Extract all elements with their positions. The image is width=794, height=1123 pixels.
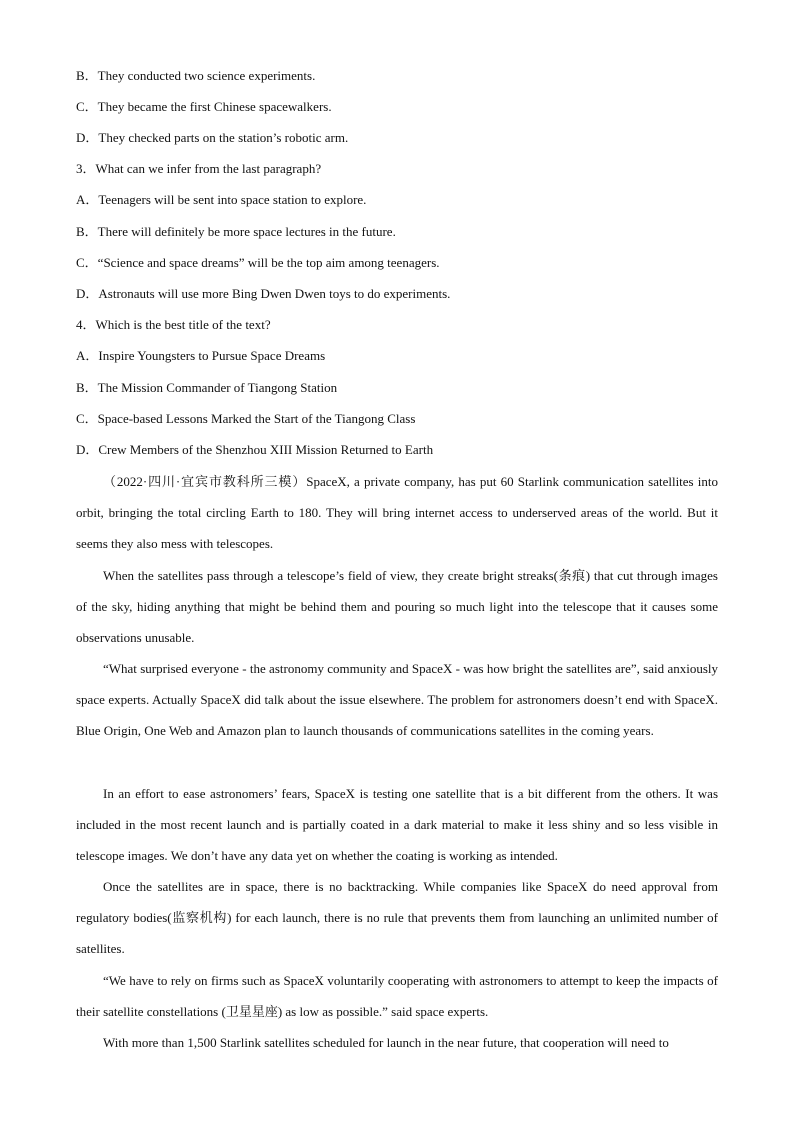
passage-paragraph-4: In an effort to ease astronomers’ fears, SpaceX is testing one satellite that is a bit different from the others. It was included in the most recent launch and is partially coated in a dark material to make it less shiny and so less visible in telescope images. We don’t have any data yet on whether the coating is working as intended. <box>76 786 718 864</box>
passage-paragraph-7: With more than 1,500 Starlink satellites scheduled for launch in the near future, that cooperation will need to <box>103 1035 669 1050</box>
q3-option-d: D．Astronauts will use more Bing Dwen Dwen toys to do experiments. <box>76 286 451 301</box>
q3-question: 3．What can we infer from the last paragraph? <box>76 161 322 176</box>
q2-option-b: B．They conducted two science experiments. <box>76 68 316 83</box>
q3-option-c: C．“Science and space dreams” will be the top aim among teenagers. <box>76 255 440 270</box>
q2-option-d: D．They checked parts on the station’s robotic arm. <box>76 130 349 145</box>
passage-paragraph-2: When the satellites pass through a telescope’s field of view, they create bright streaks(条痕) that cut through images of the sky, hiding anything that might be behind them and pouring so much light into the telescope that it causes some observations unusable. <box>76 568 718 646</box>
q4-option-d: D．Crew Members of the Shenzhou XIII Mission Returned to Earth <box>76 442 434 457</box>
passage-paragraph-6: “We have to rely on firms such as SpaceX voluntarily cooperating with astronomers to attempt to keep the impacts of their satellite constellations (卫星星座) as low as possible.” said space experts. <box>76 973 718 1020</box>
passage-paragraph-1: （2022·四川·宜宾市教科所三模）SpaceX, a private company, has put 60 Starlink communication satellites into orbit, bringing the total circling Earth to 180. They will bring internet access to underserved areas of the world. But it seems they also mess with telescopes. <box>76 474 718 552</box>
q4-option-c: C．Space-based Lessons Marked the Start of the Tiangong Class <box>76 411 416 426</box>
q3-option-a: A．Teenagers will be sent into space station to explore. <box>76 192 367 207</box>
q4-question: 4．Which is the best title of the text? <box>76 317 271 332</box>
q4-option-a: A．Inspire Youngsters to Pursue Space Dreams <box>76 348 326 363</box>
q3-option-b: B．There will definitely be more space lectures in the future. <box>76 224 396 239</box>
q2-option-c: C．They became the first Chinese spacewalkers. <box>76 99 332 114</box>
passage-paragraph-5: Once the satellites are in space, there is no backtracking. While companies like SpaceX do need approval from regulatory bodies(监察机构) for each launch, there is no rule that prevents them from launching an unlimited number of satellites. <box>76 879 718 957</box>
passage-paragraph-3: “What surprised everyone - the astronomy community and SpaceX - was how bright the satellites are”, said anxiously space experts. Actually SpaceX did talk about the issue elsewhere. The problem for astronomers doesn’t end with SpaceX. Blue Origin, One Web and Amazon plan to launch thousands of communications satellites in the coming years. <box>76 661 718 739</box>
q4-option-b: B．The Mission Commander of Tiangong Station <box>76 380 338 395</box>
